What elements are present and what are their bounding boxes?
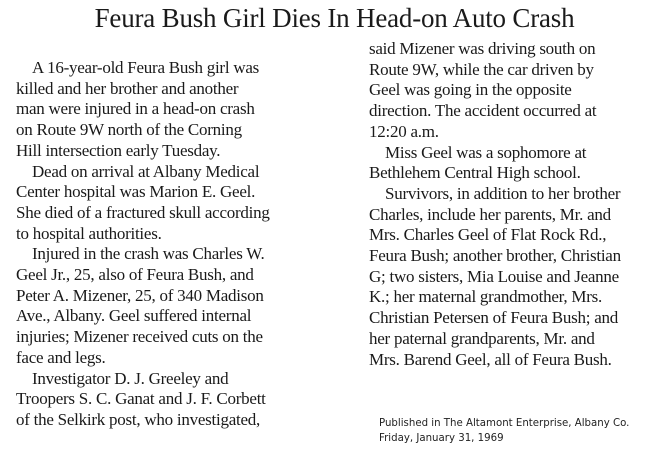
article-line: her paternal grandparents, Mr. and bbox=[369, 328, 595, 348]
article-line: A 16-year-old Feura Bush girl was bbox=[32, 58, 260, 77]
article-line: She died of a fractured skull according bbox=[16, 202, 270, 222]
article-line: Route 9W, while the car driven by bbox=[369, 59, 594, 79]
article-line: Dead on arrival at Albany Medical bbox=[32, 161, 260, 181]
article-paragraph bbox=[369, 39, 665, 143]
article-line: of the Selkirk post, who investigated, bbox=[16, 409, 261, 429]
article-paragraph bbox=[16, 58, 341, 162]
article-line: Geel was going in the opposite bbox=[369, 80, 572, 100]
article-paragraph bbox=[369, 143, 665, 184]
article-line: Mrs. Charles Geel of Flat Rock Rd., bbox=[369, 225, 607, 245]
article-paragraph bbox=[16, 244, 341, 368]
article-line: Christian Petersen of Feura Bush; and bbox=[369, 308, 619, 328]
article-line: Investigator D. J. Greeley and bbox=[32, 368, 229, 388]
article-line: Peter A. Mizener, 25, of 340 Madison bbox=[16, 285, 264, 305]
publication-credit bbox=[379, 416, 669, 446]
credit-date: Friday, January 31, 1969 bbox=[379, 433, 504, 444]
credit-publication: Published in The Altamont Enterprise, Albany Co. bbox=[379, 418, 630, 429]
article-line: Miss Geel was a sophomore at bbox=[385, 142, 587, 162]
article-line: man were injured in a head-on crash bbox=[16, 99, 255, 119]
article-line: face and legs. bbox=[16, 347, 106, 367]
article-line: on Route 9W north of the Corning bbox=[16, 120, 242, 140]
article-line: to hospital authorities. bbox=[16, 223, 162, 243]
article-paragraph bbox=[16, 369, 341, 431]
article-line: Mrs. Barend Geel, all of Feura Bush. bbox=[369, 349, 612, 369]
article-line: Charles, include her parents, Mr. and bbox=[369, 204, 611, 224]
article-line: Geel Jr., 25, also of Feura Bush, and bbox=[16, 265, 254, 285]
article-column-left bbox=[16, 58, 341, 431]
article-paragraph bbox=[16, 162, 341, 245]
article-line: Survivors, in addition to her brother bbox=[385, 183, 621, 203]
article-line: Troopers S. C. Ganat and J. F. Corbett bbox=[16, 389, 266, 409]
headline: Feura Bush Girl Dies In Head-on Auto Crash bbox=[94, 3, 575, 33]
article-line: Injured in the crash was Charles W. bbox=[32, 244, 265, 264]
article-line: killed and her brother and another bbox=[16, 78, 239, 98]
article-column-right bbox=[369, 39, 665, 370]
article-line: said Mizener was driving south on bbox=[369, 39, 596, 58]
article-line: K.; her maternal grandmother, Mrs. bbox=[369, 287, 602, 307]
article-paragraph bbox=[369, 184, 665, 370]
article-line: injuries; Mizener received cuts on the bbox=[16, 327, 263, 347]
article-line: Bethlehem Central High school. bbox=[369, 163, 581, 183]
article-line: Hill intersection early Tuesday. bbox=[16, 140, 221, 160]
article-line: G; two sisters, Mia Louise and Jeanne bbox=[369, 266, 619, 286]
article-line: Feura Bush; another brother, Christian bbox=[369, 246, 621, 266]
article-line: Ave., Albany. Geel suffered internal bbox=[16, 306, 252, 326]
article-line: 12:20 a.m. bbox=[369, 121, 439, 141]
article-line: Center hospital was Marion E. Geel. bbox=[16, 182, 256, 202]
article-line: direction. The accident occurred at bbox=[369, 101, 597, 121]
